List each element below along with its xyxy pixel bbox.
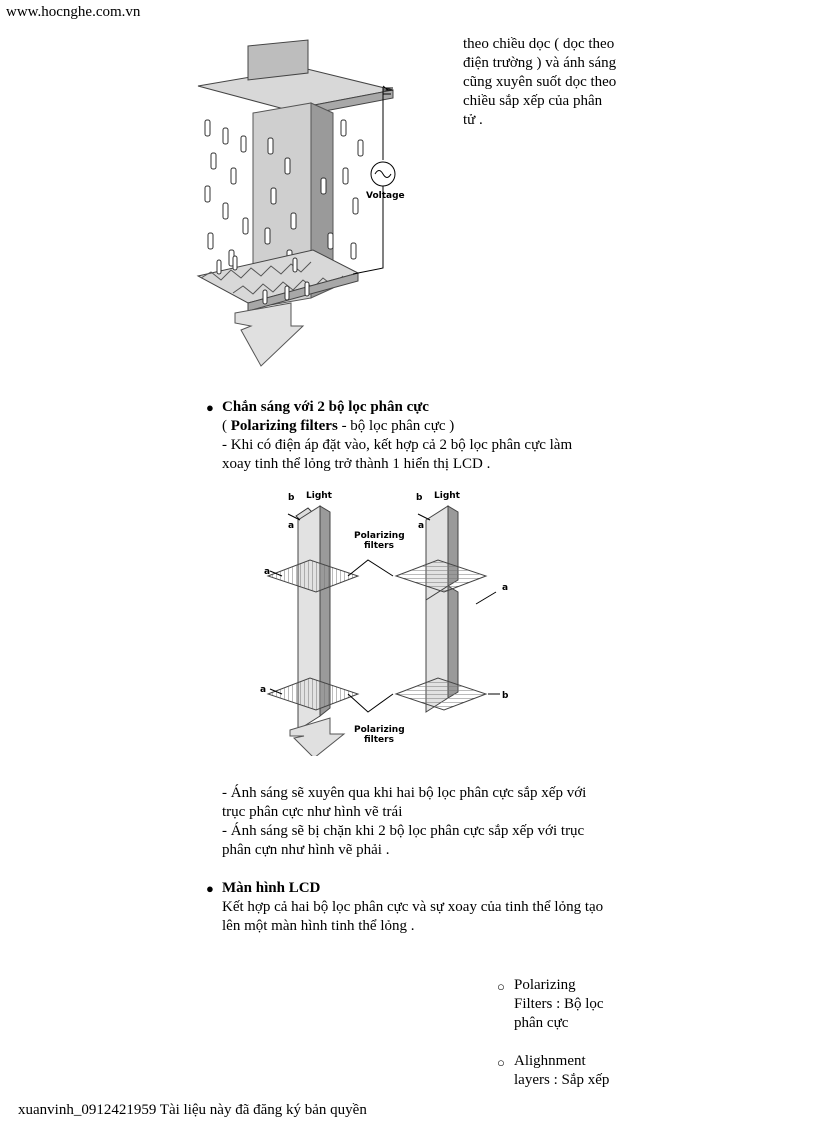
paragraph-line: - Ánh sáng sẽ xuyên qua khi hai bộ lọc phân cực sắp xếp với (222, 785, 587, 801)
side-line: chiều sắp xếp của phân (463, 93, 603, 109)
side-line: theo chiều dọc ( dọc theo (463, 36, 615, 52)
filters-label-top: filters (364, 541, 394, 551)
section-line: - Khi có điện áp đặt vào, kết hợp cả 2 bộ lọc phân cực làm (222, 437, 573, 453)
voltage-label: Voltage (366, 191, 405, 201)
footer-copyright: xuanvinh_0912421959 Tài liệu này đã đăng ký bản quyền (18, 1102, 367, 1118)
sublist-item: ○ Polarizing Filters : Bộ lọc phân cực (497, 977, 604, 1031)
right-top-filter (396, 560, 486, 592)
label-a-left-filter: a (264, 567, 271, 577)
section-line: Kết hợp cả hai bộ lọc phân cực và sự xoay của tinh thể lỏng tạo (222, 899, 604, 915)
bullet-icon: ● (206, 881, 214, 896)
section-lcd (206, 879, 642, 936)
polarizing-label-bottom: Polarizing (354, 725, 405, 735)
bullet-icon: ● (206, 400, 214, 415)
sublist-item: ○ Alighnment layers : Sắp xếp (497, 1053, 610, 1088)
side-line: điện trường ) và ánh sáng (463, 55, 617, 71)
label-b-right-bottom: b (502, 691, 509, 701)
header-url[interactable]: www.hocnghe.com.vn (6, 4, 141, 20)
label-b-right: b (416, 493, 423, 503)
paragraph-line: - Ánh sáng sẽ bị chặn khi 2 bộ lọc phân cực sắp xếp với trục (222, 823, 585, 839)
label-light-right: Light (434, 491, 460, 501)
label-a-right-filter: a (502, 583, 509, 593)
label-a-right: a (418, 521, 425, 531)
polarizing-filters-figure (248, 486, 528, 756)
exit-arrow (235, 303, 303, 366)
paragraph-line: trục phân cực như hình vẽ trái (222, 804, 403, 820)
section-title: Màn hình LCD (222, 880, 321, 896)
label-a-left-bottom: a (260, 685, 267, 695)
label-light-left: Light (306, 491, 332, 501)
filters-label-bottom: filters (364, 735, 394, 745)
paragraph-line: phân cựn như hình vẽ phải . (222, 842, 390, 858)
right-bottom-filter (396, 678, 486, 710)
circle-bullet-icon: ○ (497, 979, 505, 994)
side-line: cũng xuyên suốt dọc theo (463, 74, 617, 90)
lc-voltage-figure (193, 28, 453, 373)
label-b-left: b (288, 493, 295, 503)
section-subtitle: ( Polarizing filters - bộ lọc phân cực ) (222, 418, 455, 434)
side-line: tử . (463, 112, 483, 128)
side-paragraph (463, 35, 643, 130)
section-line: lên một màn hình tinh thể lỏng . (222, 918, 415, 934)
section-line: xoay tinh thể lỏng trở thành 1 hiển thị LCD . (222, 456, 491, 472)
circle-bullet-icon: ○ (497, 1055, 505, 1070)
label-a-left: a (288, 521, 295, 531)
polarizing-label-top: Polarizing (354, 531, 405, 541)
section-title: Chắn sáng với 2 bộ lọc phân cực (222, 399, 429, 415)
paragraph-light-block (222, 784, 642, 860)
section-polarizing (206, 398, 642, 474)
